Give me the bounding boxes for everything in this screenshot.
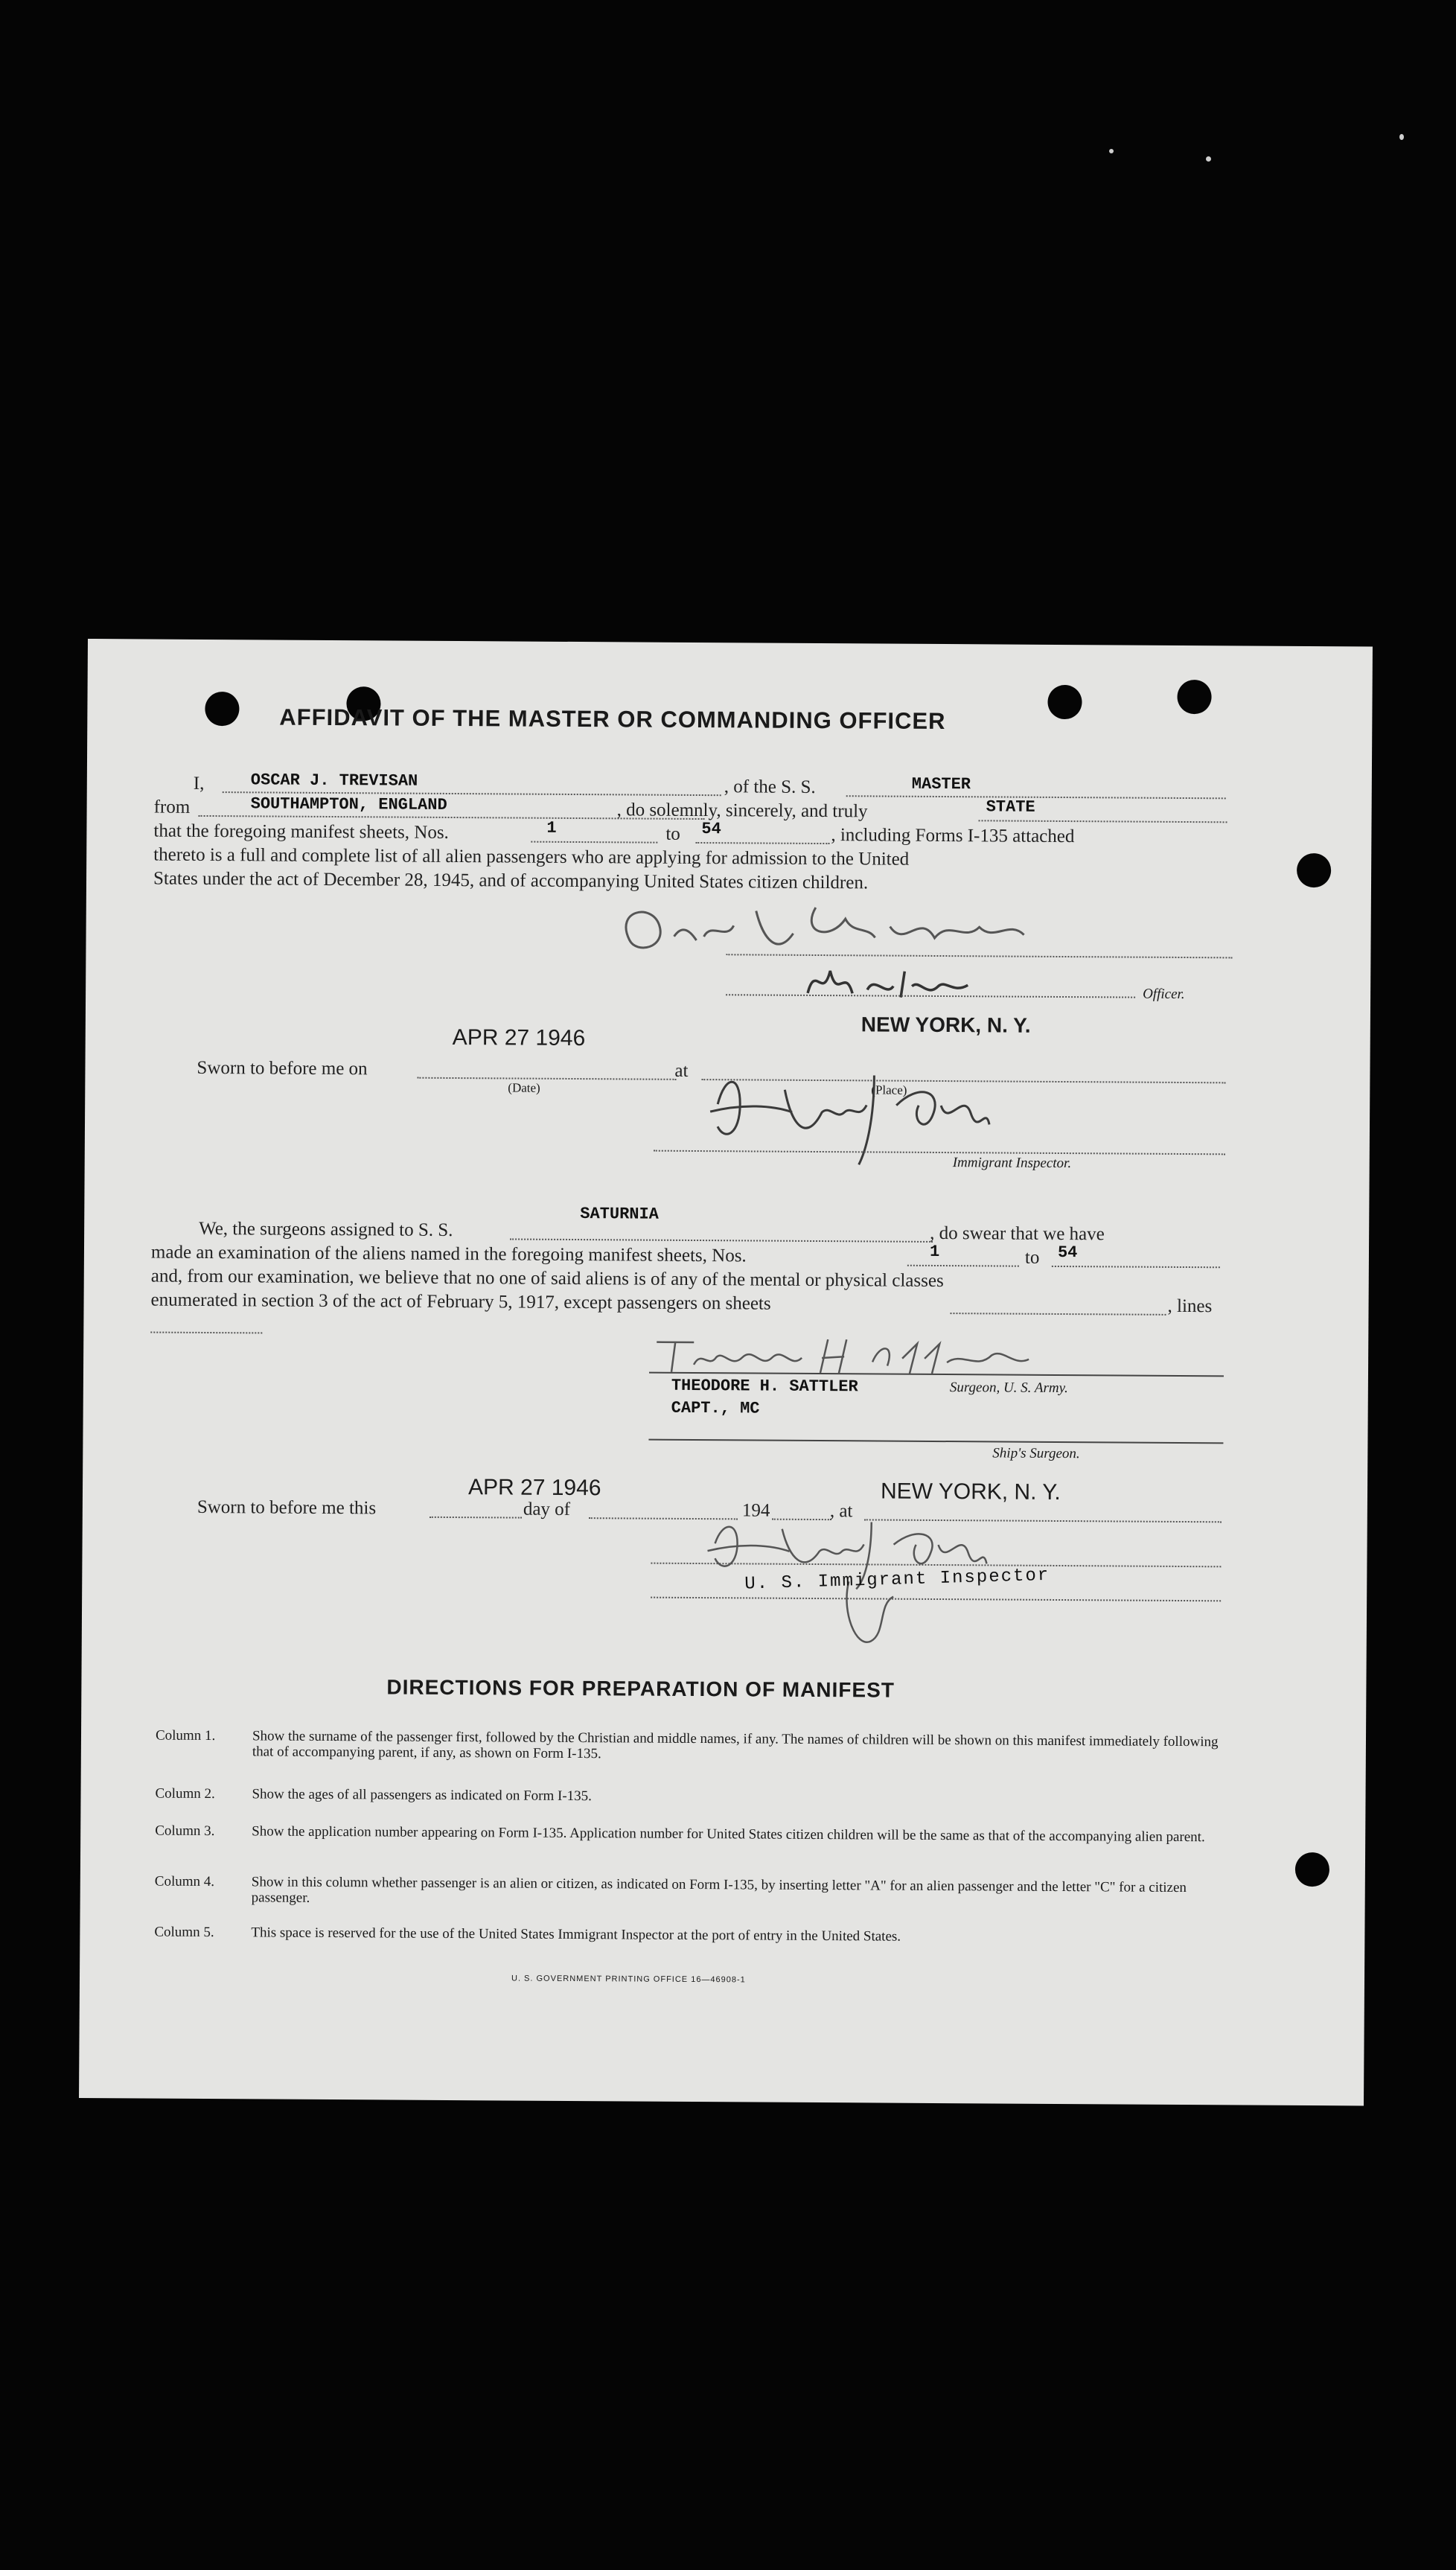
surgeons-line1-end: , do swear that we have [930,1222,1105,1245]
ships-surgeon-caption: Ship's Surgeon. [992,1445,1080,1462]
day-of-label: day of [523,1499,571,1520]
printer-line: U. S. GOVERNMENT PRINTING OFFICE 16—46908-1 [511,1974,746,1985]
surgeon-sheet-from: 1 [929,1242,940,1262]
surgeon-name: THEODORE H. SATTLER [671,1376,858,1397]
ship-name-part2: STATE [986,797,1035,817]
column-5-label: Column 5. [154,1924,214,1941]
lines-label: , lines [1167,1295,1213,1317]
line4: thereto is a full and complete list of all alien passengers who are applying for admission to the United [153,844,910,870]
sworn-label: Sworn to before me on [197,1057,368,1080]
officer-label: Officer. [1143,986,1185,1003]
directions-title: DIRECTIONS FOR PREPARATION OF MANIFEST [386,1675,895,1702]
signature-stroke [808,971,968,998]
punch-hole [1297,853,1331,887]
inspector-label: Immigrant Inspector. [952,1155,1072,1172]
ship-underline [846,795,1226,799]
date-underline [417,1077,676,1080]
surgeon-ship-underline [510,1238,933,1242]
signature-stroke [626,906,1024,950]
sheet-to-underline [695,842,829,844]
column-4-label: Column 4. [154,1873,215,1890]
line1-prefix: I, [193,773,205,794]
master-name-field: OSCAR J. TREVISAN [250,771,418,791]
ships-surgeon-underline [648,1439,1223,1444]
lines-underline [150,1332,262,1334]
line2-prefix: from [153,797,191,817]
surgeon-ship-name: SATURNIA [580,1205,659,1224]
column-3-text: Show the application number appearing on Form I-135. Application number for United States citizen children will be the same as that of the accompanying alien parent. [252,1823,1205,1846]
surgeon-rank: CAPT., MC [671,1398,760,1418]
signature-stroke [657,1339,1029,1374]
line3-prefix: that the foregoing manifest sheets, Nos. [153,820,449,843]
punch-hole [1295,1852,1329,1887]
surgeons-line4: enumerated in section 3 of the act of February 5, 1917, except passengers on sheets [150,1289,771,1314]
sheets-underline [950,1313,1166,1316]
sworn-place-stamp: NEW YORK, N. Y. [860,1013,1031,1037]
place-caption: (Place) [871,1082,907,1097]
surgeons-line3: and, from our examination, we believe that no one of said aliens is of any of the mental or physical classes [150,1266,944,1292]
line2-mid: , do solemnly, sincerely, and truly [616,800,868,822]
affidavit-title: AFFIDAVIT OF THE MASTER OR COMMANDING OFFICER [279,704,946,735]
line5: States under the act of December 28, 1945, and of accompanying United States citizen children. [153,868,869,893]
surgeon-to-label: to [1024,1247,1040,1268]
surgeon-caption: Surgeon, U. S. Army. [949,1380,1068,1397]
film-speck [1399,134,1404,140]
sheet-from-underline [531,841,657,844]
at-label: at [674,1060,689,1081]
line1-mid: , of the S. S. [724,777,816,797]
ship-name-part1: MASTER [911,774,971,794]
column-1-label: Column 1. [155,1727,216,1744]
line3-to: to [665,823,680,844]
surgeon-sworn-date-stamp: APR 27 1946 [467,1475,601,1501]
column-1-text: Show the surname of the passenger first, followed by the Christian and middle names, if any. The names of children will be shown on this manifest immediately following that of accompanying parent, if any, as shown on Form I-135. [252,1728,1219,1762]
line3-end: , including Forms I-135 attached [831,825,1075,847]
film-speck [1109,149,1114,153]
surgeon-at-label: , at [829,1501,853,1522]
column-2-text: Show the ages of all passengers as indicated on Form I-135. [252,1786,593,1805]
film-speck [1206,156,1211,162]
surgeon-sheet-from-underline [907,1265,1019,1267]
typed-inspector-label: U. S. Immigrant Inspector [744,1565,1050,1595]
day-underline [430,1517,522,1519]
surgeons-line2: made an examination of the aliens named in the foregoing manifest sheets, Nos. [150,1242,747,1266]
year-label: 194 [741,1500,770,1521]
affidavit-document-page [79,639,1373,2106]
surgeon-sworn-label: Sworn to before me this [197,1496,377,1519]
punch-hole [1047,685,1082,719]
date-caption: (Date) [508,1080,540,1095]
sworn-date-stamp: APR 27 1946 [452,1025,586,1051]
punch-hole [1177,680,1211,714]
column-4-text: Show in this column whether passenger is an alien or citizen, as indicated on Form I-135, by inserting letter "A" for an alien passenger and the letter "C" for a citizen passenger. [251,1874,1187,1906]
column-5-text: This space is reserved for the use of the United States Immigrant Inspector at the port of entry in the United States. [251,1925,901,1945]
punch-hole [205,692,239,726]
column-3-label: Column 3. [155,1823,215,1840]
from-port-field: SOUTHAMPTON, ENGLAND [250,794,447,814]
state-underline [979,820,1227,823]
surgeons-line1-prefix: We, the surgeons assigned to S. S. [199,1218,453,1241]
surgeon-sheet-to-underline [1052,1266,1220,1268]
master-title-image [800,956,979,1009]
surgeon-sheet-to: 54 [1057,1243,1078,1263]
sheet-from-field: 1 [546,818,557,838]
column-2-label: Column 2. [155,1785,215,1802]
master-title-signature [800,956,979,1013]
sheet-to-field: 54 [701,820,721,839]
surgeon-sworn-place-stamp: NEW YORK, N. Y. [880,1479,1061,1505]
